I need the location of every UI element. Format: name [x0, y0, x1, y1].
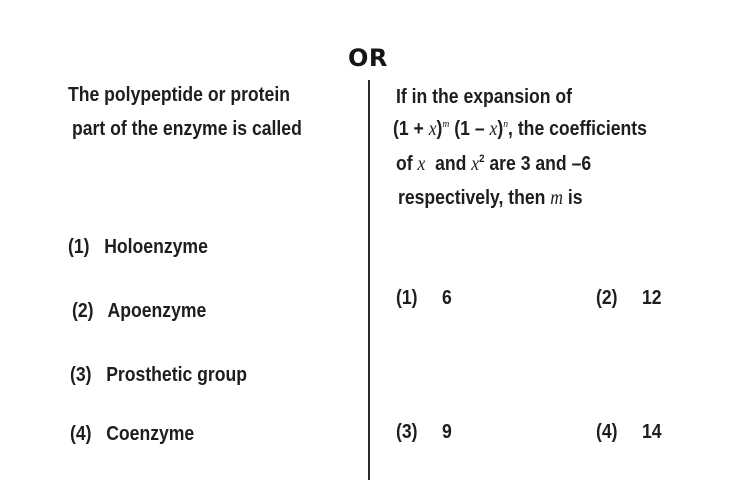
option-number: (3)	[70, 364, 92, 386]
or-separator: OR	[348, 44, 388, 72]
right-question-line-1: If in the expansion of	[396, 86, 573, 108]
right-question-line-3	[396, 153, 591, 176]
text-fragment: (1 –	[449, 118, 490, 140]
right-option-1[interactable]	[396, 287, 452, 310]
text-fragment: are 3 and –6	[484, 153, 592, 175]
text-fragment: )	[497, 118, 504, 140]
left-option-1[interactable]	[68, 236, 208, 259]
option-number: (2)	[596, 287, 618, 309]
right-option-2[interactable]	[596, 287, 662, 310]
exponent-2: 2	[479, 153, 485, 165]
left-question-line-1: The polypeptide or protein	[68, 84, 290, 106]
math-variable-x: x	[428, 118, 437, 140]
math-variable-x: x	[417, 153, 426, 175]
right-question-line-2	[393, 118, 647, 141]
option-text: 12	[641, 287, 662, 309]
math-variable-m: m	[550, 187, 563, 209]
option-text: Apoenzyme	[107, 300, 207, 322]
right-question-line-4	[398, 187, 583, 210]
left-question-line-2: part of the enzyme is called	[72, 118, 302, 140]
exponent-m: m	[442, 118, 450, 130]
option-number: (4)	[596, 421, 618, 443]
text-fragment: is	[563, 187, 583, 209]
option-text: 6	[441, 287, 452, 309]
math-variable-x: x	[471, 153, 480, 175]
option-number: (1)	[68, 236, 90, 258]
option-text: 14	[641, 421, 662, 443]
option-number: (1)	[396, 287, 418, 309]
left-option-4[interactable]	[70, 423, 194, 446]
right-option-4[interactable]	[596, 421, 662, 444]
text-fragment: respectively, then	[398, 187, 551, 209]
math-variable-x: x	[489, 118, 498, 140]
option-text: Holoenzyme	[104, 236, 208, 258]
exponent-n: n	[503, 118, 509, 130]
option-text: Coenzyme	[106, 423, 195, 445]
option-text: 9	[441, 421, 452, 443]
left-option-3[interactable]	[70, 364, 247, 387]
column-divider	[368, 80, 370, 480]
right-option-3[interactable]	[396, 421, 452, 444]
left-option-2[interactable]	[72, 300, 206, 323]
text-fragment: )	[436, 118, 443, 140]
option-text: Prosthetic group	[106, 364, 248, 386]
text-fragment: and	[425, 153, 472, 175]
text-fragment: (1 +	[393, 118, 429, 140]
option-number: (2)	[72, 300, 94, 322]
text-fragment: of	[396, 153, 418, 175]
option-number: (4)	[70, 423, 92, 445]
text-fragment: , the coefficients	[508, 118, 647, 140]
option-number: (3)	[396, 421, 418, 443]
